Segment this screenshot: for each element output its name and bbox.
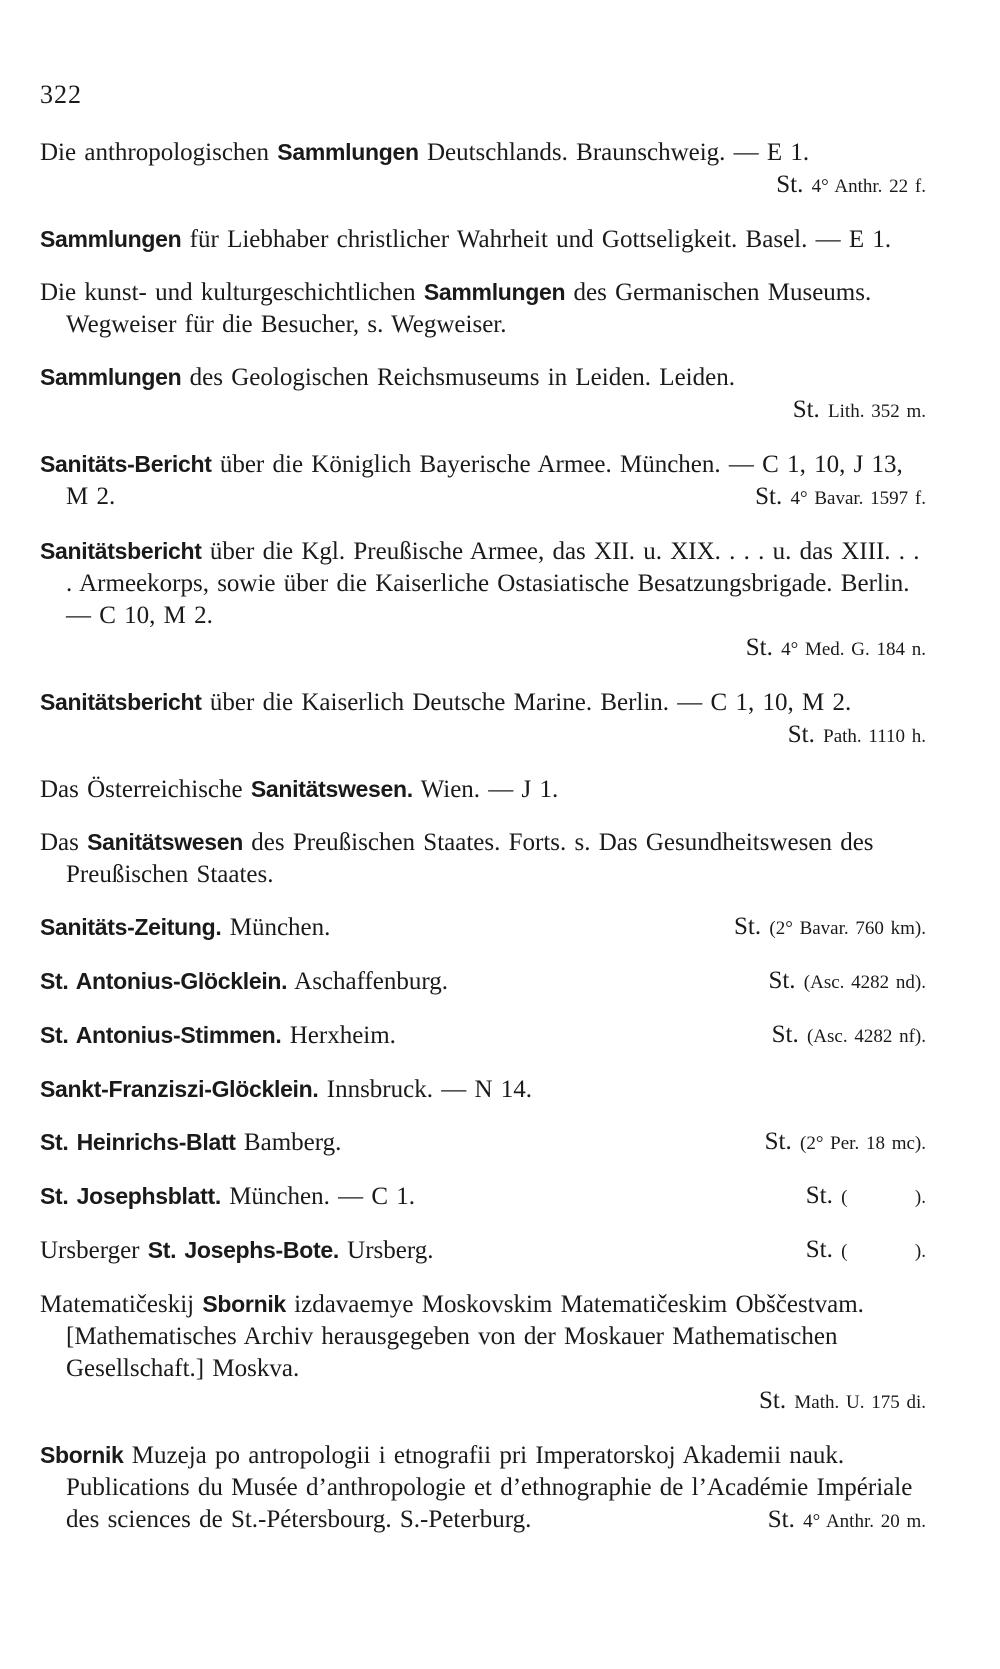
shelf-st: St. <box>805 1182 833 1209</box>
catalog-entry <box>40 448 926 515</box>
shelf-mark <box>788 719 926 753</box>
entry-post: des Preußischen Staates. Forts. s. Das Gesundheitswesen des Preußischen Staates. <box>66 829 874 888</box>
entry-post: Bamberg. <box>235 1129 342 1156</box>
entry-post: Herxheim. <box>281 1022 396 1049</box>
catalog-entry <box>40 276 926 341</box>
shelf-signature: 4° Med. G. 184 n. <box>781 639 926 660</box>
shelf-mark <box>66 394 926 428</box>
shelf-st: St. <box>755 483 783 510</box>
shelf-mark <box>772 1019 926 1053</box>
entry-post: des Geologischen Reichsmuseums in Leiden. Leiden. <box>181 364 735 391</box>
entry-post: über die Kgl. Preußische Armee, das XII. u. XIX. . . . u. das XIII. . . . Armeekorps, sowie über die Kaiserliche Ostasiatische Besatzungsbrigade. Berlin. — C 10, M 2. <box>66 538 920 629</box>
catalog-entry <box>40 361 926 428</box>
catalog-entry <box>40 911 926 945</box>
shelf-signature: ( ). <box>841 1187 926 1208</box>
entry-headword: Sammlungen <box>40 364 182 390</box>
shelf-mark <box>66 1385 926 1419</box>
entry-headword: Sanitätsbericht <box>40 689 202 715</box>
shelf-st: St. <box>745 634 773 661</box>
shelf-st: St. <box>805 1236 833 1263</box>
catalog-entry <box>40 826 926 891</box>
entry-headword: Sanitätswesen. <box>250 776 413 802</box>
shelf-signature: Lith. 352 m. <box>828 401 926 422</box>
catalog-entries <box>40 136 926 1558</box>
shelf-signature: ( ). <box>841 1241 926 1262</box>
shelf-mark <box>768 1504 926 1538</box>
shelf-st: St. <box>768 967 796 994</box>
entry-pre: Die anthropologischen <box>40 139 278 166</box>
entry-headword: Sanitäts-Bericht <box>40 451 212 477</box>
shelf-st: St. <box>734 913 762 940</box>
entry-headword: Sanitäts-Zeitung. <box>40 914 222 940</box>
entry-pre: Matematičeskij <box>40 1291 203 1318</box>
shelf-mark <box>776 169 926 203</box>
catalog-entry <box>40 686 926 753</box>
shelf-signature: 4° Anthr. 22 f. <box>811 176 926 197</box>
shelf-signature: (2° Bavar. 760 km). <box>769 918 926 939</box>
shelf-st: St. <box>771 1021 799 1048</box>
entry-headword: St. Heinrichs-Blatt <box>40 1129 236 1155</box>
entry-headword: Sammlungen <box>423 279 566 305</box>
shelf-mark <box>765 1126 926 1160</box>
entry-headword: Sankt-Franziszi-Glöcklein. <box>40 1076 319 1102</box>
catalog-entry <box>40 1126 926 1160</box>
entry-headword: St. Josephsblatt. <box>40 1183 221 1209</box>
shelf-st: St. <box>759 1387 787 1414</box>
shelf-signature: 4° Anthr. 20 m. <box>803 1511 926 1532</box>
shelf-st: St. <box>764 1128 792 1155</box>
entry-post: Innsbruck. — N 14. <box>318 1076 533 1103</box>
entry-pre: Das Österreichische <box>40 776 251 803</box>
catalog-entry <box>40 1288 926 1419</box>
shelf-signature: (Asc. 4282 nf). <box>806 1026 926 1047</box>
entry-post: izdavaemye Moskovskim Matematičeskim Obščestvam. [Mathematisches Archiv herausgegeben von der Moskauer Mathematischen Gesellschaft.] Moskva. <box>66 1291 864 1382</box>
shelf-mark <box>734 911 926 945</box>
shelf-signature: Math. U. 175 di. <box>794 1392 926 1413</box>
shelf-st: St. <box>767 1506 795 1533</box>
entry-post: für Liebhaber christlicher Wahrheit und Gottseligkeit. Basel. — E 1. <box>181 226 892 253</box>
page-number: 322 <box>40 80 82 109</box>
entry-pre: Das <box>40 829 88 856</box>
catalog-entry <box>40 136 926 203</box>
entry-pre: Die kunst- und kulturgeschichtlichen <box>40 279 424 306</box>
shelf-st: St. <box>787 721 815 748</box>
shelf-mark <box>768 965 926 999</box>
entry-headword: Sammlungen <box>277 139 419 165</box>
entry-headword: Sbornik <box>202 1291 286 1317</box>
entry-post: über die Königlich Bayerische Armee. München. — C 1, 10, J 13, M 2. <box>66 451 903 510</box>
catalog-entry <box>40 1439 926 1538</box>
entry-post: über die Kaiserlich Deutsche Marine. Berlin. — C 1, 10, M 2. <box>201 689 852 716</box>
shelf-mark <box>755 481 926 515</box>
catalog-entry <box>40 1234 926 1268</box>
catalog-entry <box>40 1180 926 1214</box>
shelf-signature: Path. 1110 h. <box>823 726 926 747</box>
shelf-mark <box>806 1234 926 1268</box>
entry-post: Wien. — J 1. <box>412 776 559 803</box>
shelf-signature: 4° Bavar. 1597 f. <box>790 488 926 509</box>
entry-post: Aschaffenburg. <box>287 968 449 995</box>
shelf-signature: (2° Per. 18 mc). <box>800 1133 926 1154</box>
catalog-entry <box>40 535 926 666</box>
entry-headword: Sammlungen <box>40 226 182 252</box>
entry-headword: St. Josephs-Bote. <box>147 1237 339 1263</box>
entry-post: Muzeja po antropologii i etnografii pri Imperatorskoj Akademii nauk. Publications du Musée d’anthropologie et d’ethnographie de l’Académie Impériale des sciences de St.-Pétersbourg. S.-Peterburg. <box>66 1442 913 1533</box>
shelf-mark <box>66 632 926 666</box>
entry-post: München. — C 1. <box>220 1183 416 1210</box>
entry-post: des Germanischen Museums. Wegweiser für die Besucher, s. Wegweiser. <box>66 279 872 338</box>
entry-headword: Sanitätswesen <box>87 829 244 855</box>
shelf-signature: (Asc. 4282 nd). <box>803 972 926 993</box>
catalog-entry <box>40 223 926 256</box>
entry-headword: St. Antonius-Glöcklein. <box>40 968 288 994</box>
entry-pre: Ursberger <box>40 1237 148 1264</box>
shelf-st: St. <box>792 396 820 423</box>
catalog-entry <box>40 773 926 806</box>
shelf-st: St. <box>776 171 804 198</box>
entry-headword: St. Antonius-Stimmen. <box>40 1022 282 1048</box>
entry-headword: Sanitätsbericht <box>40 538 202 564</box>
catalog-entry <box>40 965 926 999</box>
catalog-entry <box>40 1073 926 1106</box>
entry-post: Ursberg. <box>338 1237 434 1264</box>
shelf-mark <box>806 1180 926 1214</box>
entry-headword: Sbornik <box>40 1442 124 1468</box>
entry-post: München. <box>221 914 331 941</box>
entry-post: Deutschlands. Braunschweig. — E 1. <box>418 139 810 166</box>
catalog-entry <box>40 1019 926 1053</box>
